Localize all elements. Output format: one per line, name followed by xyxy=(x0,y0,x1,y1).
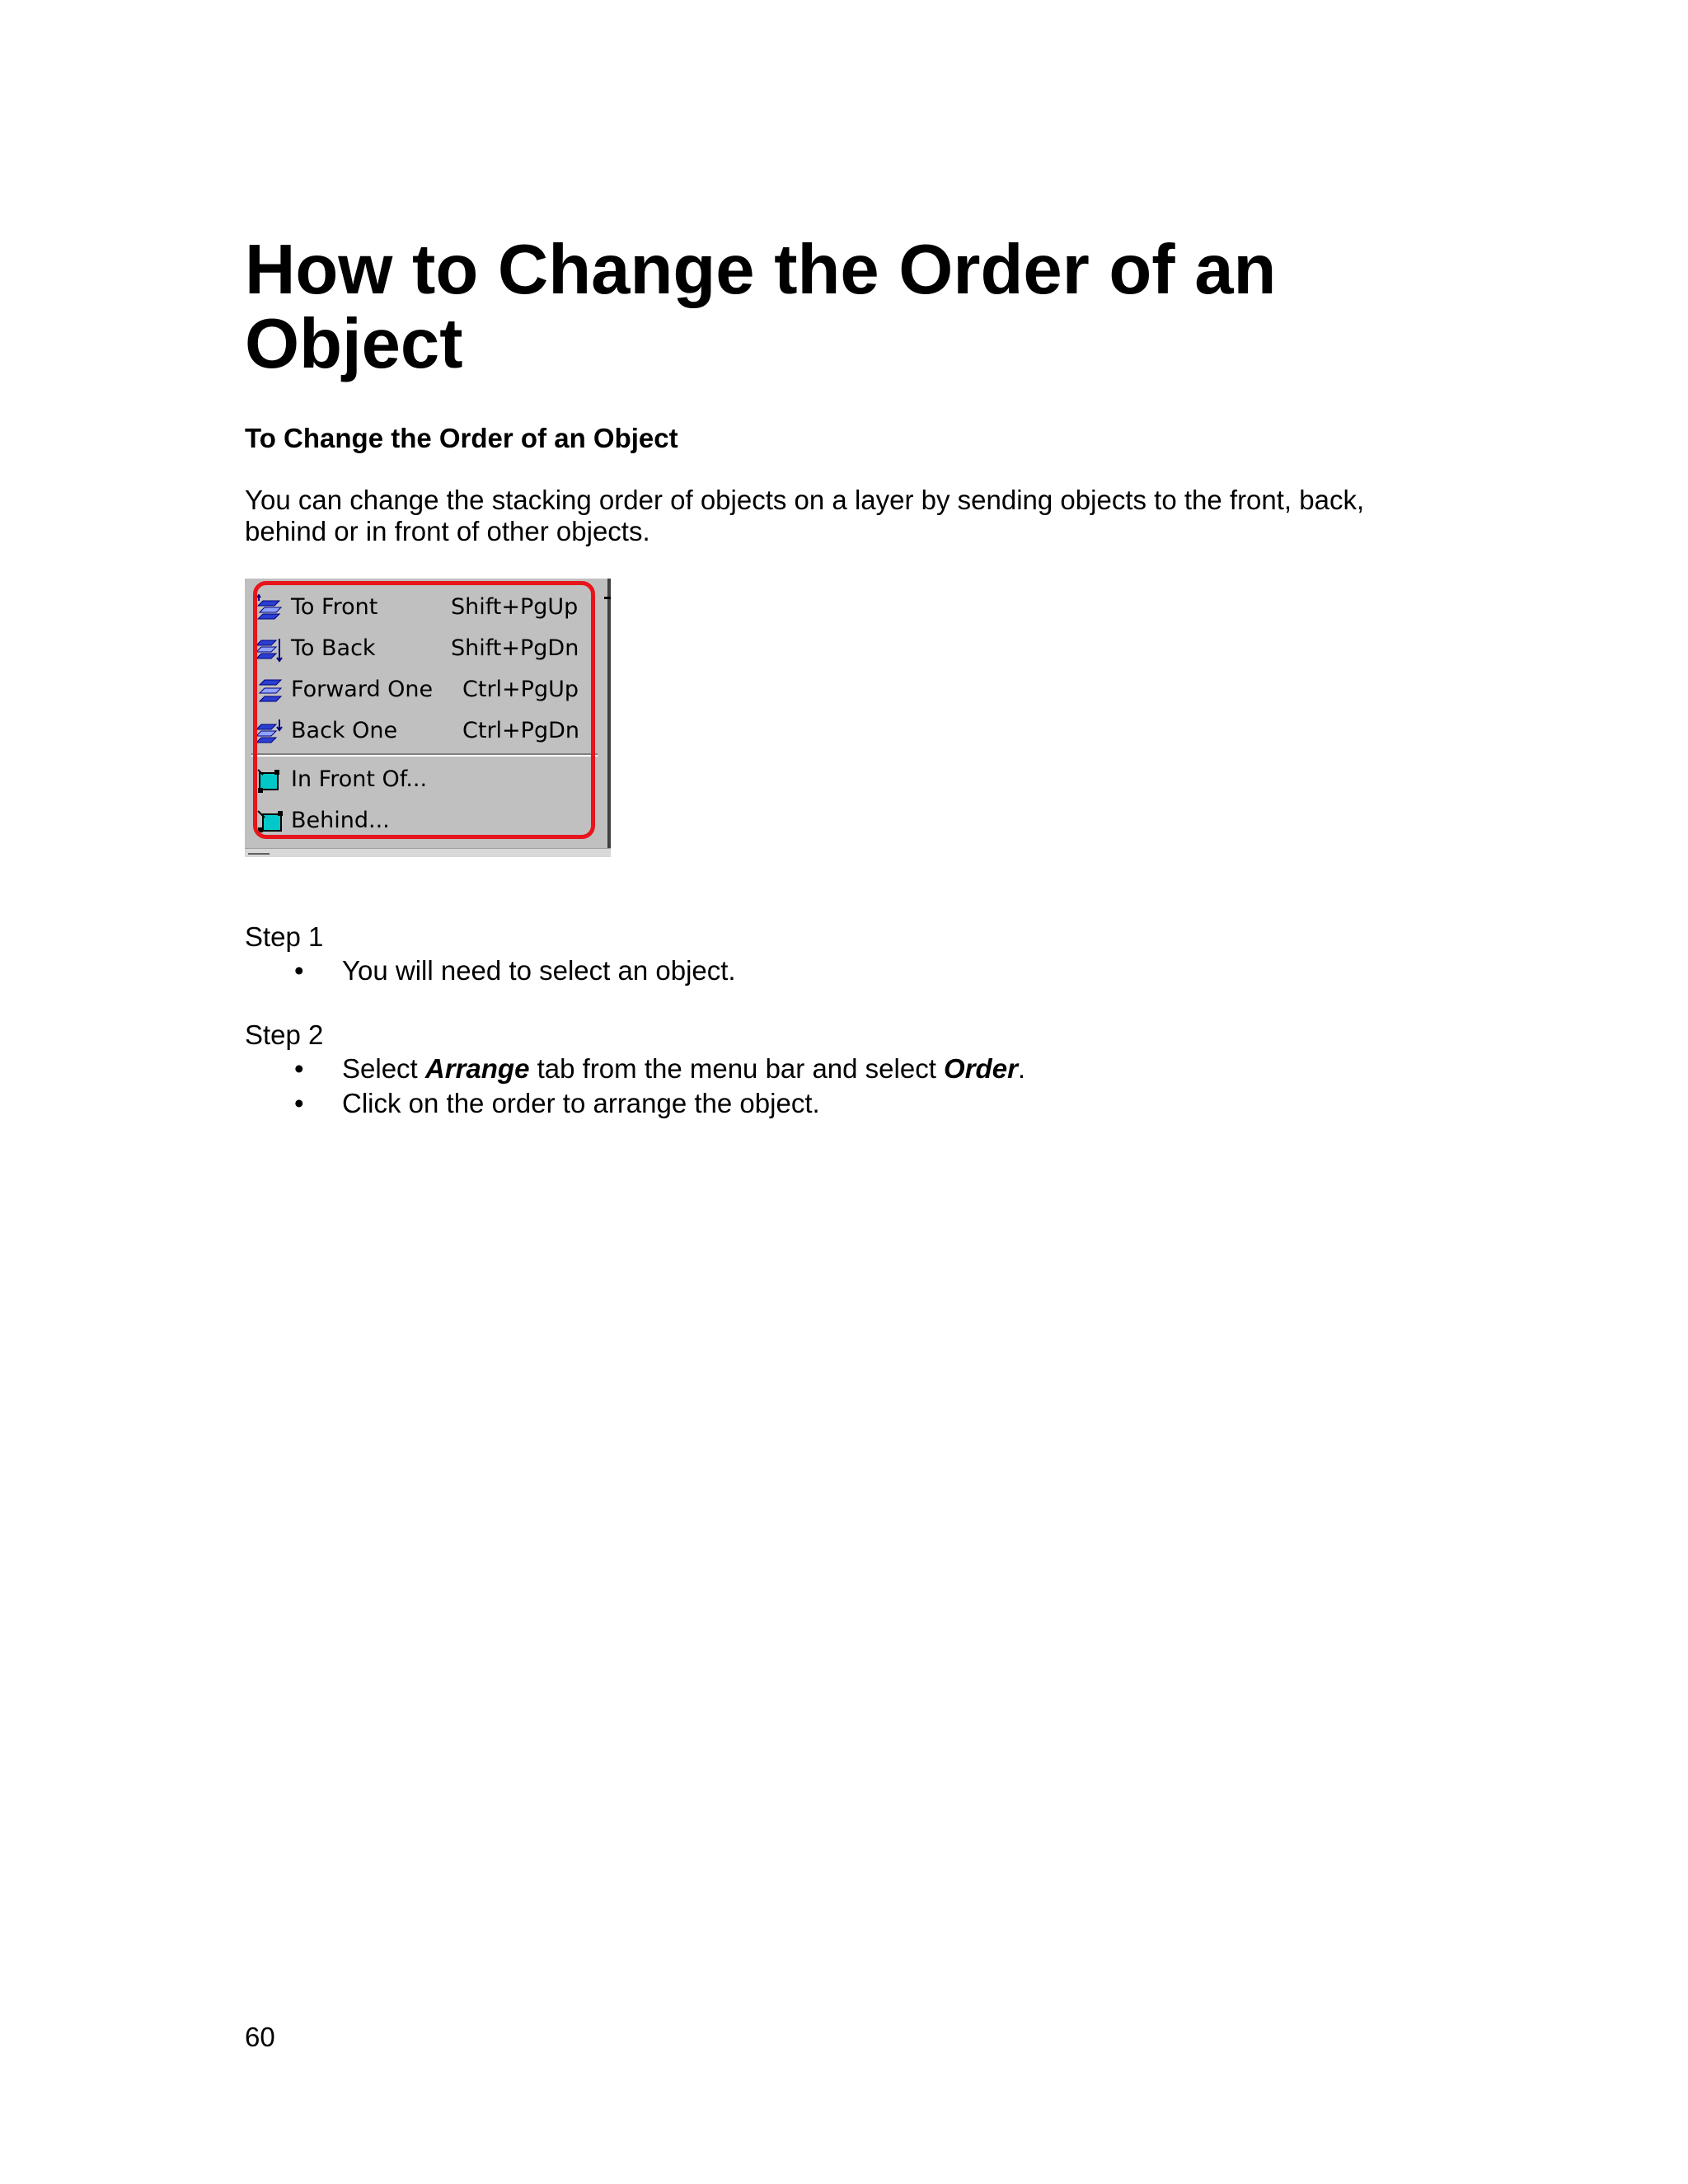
menu-bottom-strip xyxy=(245,848,611,857)
order-menu-screenshot xyxy=(245,579,611,857)
bullet-text-before: Select xyxy=(342,1053,425,1084)
menu-item-label: To Back xyxy=(291,635,376,661)
menu-item-shortcut: Shift+PgDn xyxy=(451,635,579,661)
bullet-icon: • xyxy=(294,955,304,986)
page-title: How to Change the Order of an Object xyxy=(245,231,1277,383)
menu-item-shortcut: Ctrl+PgDn xyxy=(462,718,579,743)
menu-item-label: In Front Of... xyxy=(291,766,428,792)
bullet-text: You will need to select an object. xyxy=(342,955,736,986)
page-number: 60 xyxy=(245,2022,275,2052)
menu-item-shortcut: Ctrl+PgUp xyxy=(462,677,579,702)
step-1-list xyxy=(245,954,1481,988)
red-highlight-outline xyxy=(253,581,595,839)
menu-item-label: Forward One xyxy=(291,677,434,702)
menu-bottom-tick xyxy=(248,853,270,855)
step-2-label: Step 2 xyxy=(245,1019,324,1050)
menu-item-label: To Front xyxy=(291,594,378,620)
list-item xyxy=(245,954,1481,988)
step-1-label: Step 1 xyxy=(245,921,324,952)
order-emphasis: Order xyxy=(944,1053,1018,1084)
arrange-emphasis: Arrange xyxy=(424,1053,530,1084)
bullet-icon: • xyxy=(294,1053,304,1084)
submenu-arrow-tick xyxy=(604,597,611,599)
step-2-list xyxy=(245,1052,1481,1121)
bullet-text-middle: tab from the menu bar and select xyxy=(529,1053,945,1084)
menu-item-label: Behind... xyxy=(291,808,390,833)
menu-right-edge xyxy=(607,579,611,857)
bullet-text-after: . xyxy=(1017,1053,1026,1084)
intro-paragraph: You can change the stacking order of objects on a layer by sending objects to the front, back, behind or in front of other objects. xyxy=(245,485,1365,546)
list-item xyxy=(245,1052,1481,1086)
list-item xyxy=(245,1086,1481,1121)
menu-item-label: Back One xyxy=(291,718,398,743)
bullet-text: Click on the order to arrange the object. xyxy=(342,1088,820,1118)
section-heading: To Change the Order of an Object xyxy=(245,423,678,453)
menu-item-shortcut: Shift+PgUp xyxy=(451,594,579,620)
bullet-icon: • xyxy=(294,1088,304,1118)
